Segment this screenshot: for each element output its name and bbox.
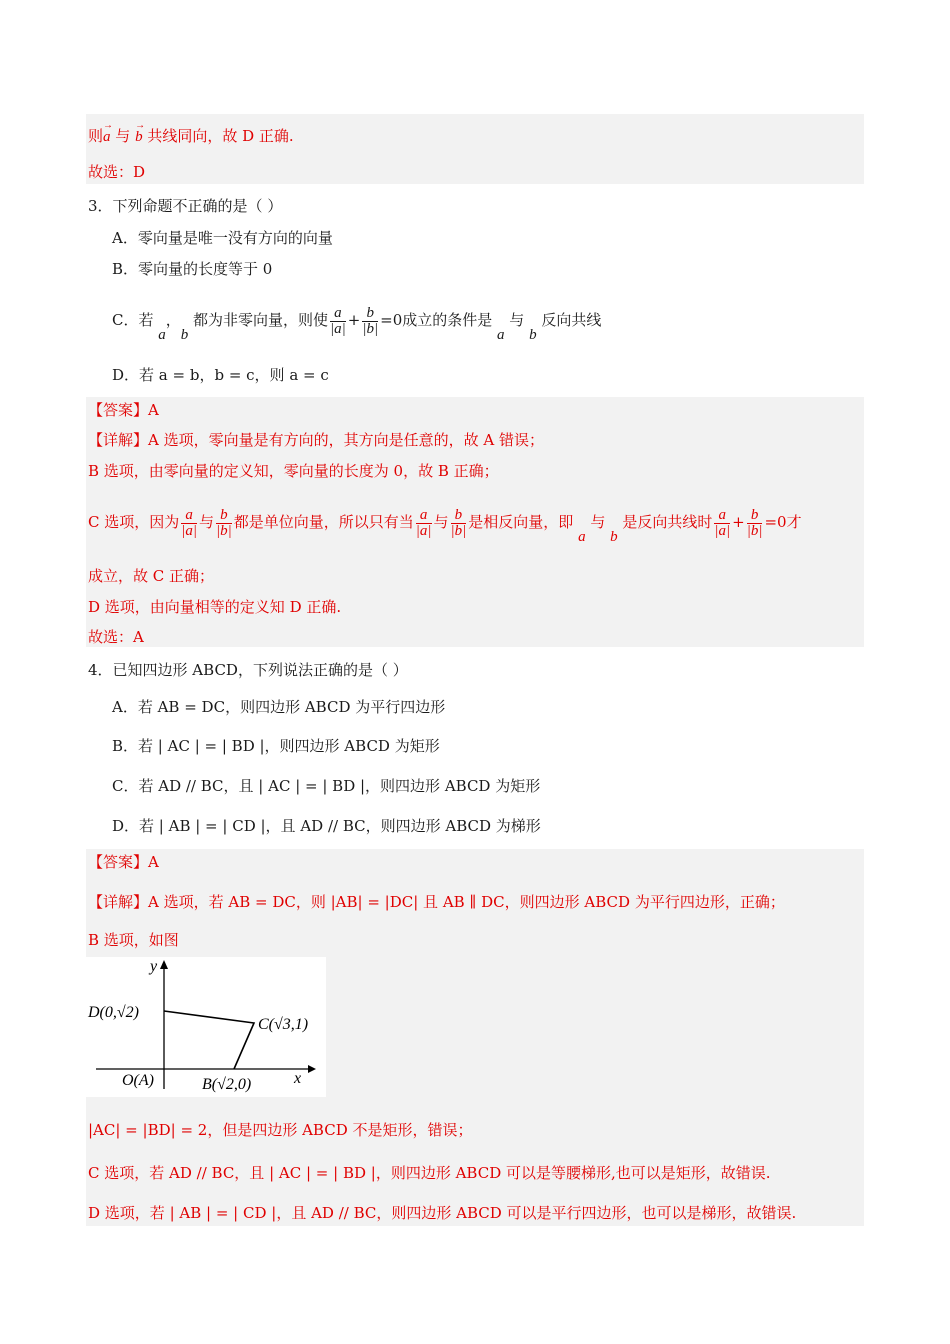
frac-num: b (220, 506, 228, 523)
text: + (732, 513, 745, 531)
point-o-label: O(A) (122, 1072, 154, 1089)
var-b: b (610, 529, 618, 545)
q4-detail-5: D 选项，若 | AB | = | CD |，且 AD // BC，则四边形 ABCD 可以是平行四边形，也可以是梯形，故错误. (88, 1204, 797, 1222)
fraction-b-over-abs-b (362, 306, 378, 337)
text: 都为非零向量，则使 (188, 311, 329, 329)
y-axis-arrow (160, 960, 168, 969)
text: C．若 (112, 311, 159, 329)
text: 与 (110, 127, 136, 145)
quadrilateral-edges (164, 1011, 254, 1069)
frac-den: |a| (415, 522, 432, 539)
fraction-b-over-abs-b (216, 508, 232, 539)
q4-stem: 4．已知四边形 ABCD，下列说法正确的是（ ） (88, 661, 408, 679)
point-c-label: C(√3,1) (258, 1016, 309, 1033)
vector-a: → a (103, 127, 111, 147)
q2-solution-line (88, 126, 294, 147)
solution-block-q2 (86, 114, 864, 184)
text: C 选项，因为 (88, 513, 180, 531)
text: 成立的条件是 (402, 311, 498, 329)
q4-option-b: B．若 | AC | = | BD |，则四边形 ABCD 为矩形 (112, 737, 440, 755)
vector-b: → b (135, 127, 143, 147)
fraction-b-over-abs-b (747, 508, 763, 539)
q4-option-d: D．若 | AB | = | CD |，且 AD // BC，则四边形 ABCD 为梯形 (112, 817, 541, 835)
text: ， (165, 311, 181, 329)
fraction-a-over-abs-a (416, 508, 432, 539)
q3-option-b: B．零向量的长度等于 0 (112, 260, 273, 278)
fraction-a-over-abs-a (181, 508, 197, 539)
q4-detail-1: 【详解】A 选项，若 AB = DC，则 |AB| = |DC| 且 AB ∥ DC，则四边形 ABCD 为平行四边形，正确； (88, 893, 785, 911)
frac-num: b (366, 304, 374, 321)
text: 与 (199, 513, 215, 531)
q3-option-d: D．若 a = b，b = c，则 a = c (112, 366, 329, 384)
text: 与 (433, 513, 449, 531)
x-axis-label: x (294, 1070, 302, 1087)
frac-den: |b| (450, 522, 467, 539)
figure-svg (86, 957, 326, 1097)
frac-num: a (185, 506, 193, 523)
text: =0 (380, 311, 403, 329)
q3-stem: 3．下列命题不正确的是（ ） (88, 197, 283, 215)
frac-num: a (419, 506, 428, 523)
text: 则 (88, 127, 104, 145)
var-a: a (578, 529, 586, 545)
text: 是反向共线时 (617, 513, 713, 531)
text: 与 (504, 311, 530, 329)
q4-detail-4: C 选项，若 AD // BC，且 | AC | = | BD |，则四边形 ABCD 可以是等腰梯形,也可以是矩形，故错误. (88, 1164, 771, 1182)
frac-den: |b| (746, 522, 763, 539)
q3-option-c (112, 300, 601, 341)
text: =0 (764, 513, 787, 531)
q4-detail-2: B 选项，如图 (88, 931, 179, 949)
frac-num: b (750, 506, 759, 523)
q3-detail-3 (88, 502, 802, 543)
frac-den: |a| (181, 522, 197, 539)
frac-num: a (718, 506, 727, 523)
var-a: a (158, 327, 166, 343)
text: 是相反向量，即 (468, 513, 579, 531)
text: 共线同向，故 D 正确. (142, 127, 294, 145)
point-b-label: B(√2,0) (202, 1076, 252, 1093)
q3-choice: 故选：A (88, 628, 144, 646)
q3-detail-1: 【详解】A 选项，零向量是有方向的，其方向是任意的，故 A 错误； (88, 431, 544, 449)
text: 与 (585, 513, 611, 531)
q3-detail-4: 成立，故 C 正确； (88, 567, 215, 585)
frac-den: |b| (362, 320, 379, 337)
q3-detail-2: B 选项，由零向量的定义知，零向量的长度为 0，故 B 正确； (88, 462, 499, 480)
x-axis-arrow (308, 1065, 316, 1073)
frac-num: b (454, 506, 463, 523)
q3-option-a: A．零向量是唯一没有方向的向量 (112, 229, 333, 247)
fraction-a-over-abs-a (714, 508, 730, 539)
text: 反向共线 (536, 311, 602, 329)
point-d-label: D(0,√2) (88, 1004, 139, 1021)
frac-den: |a| (330, 320, 346, 337)
q4-detail-3: |AC| = |BD| = 2，但是四边形 ABCD 不是矩形，错误； (88, 1121, 473, 1139)
text: 都是单位向量，所以只有当 (233, 513, 414, 531)
coordinate-figure (86, 957, 326, 1097)
text: + (347, 311, 361, 329)
frac-den: |b| (216, 522, 232, 539)
frac-den: |a| (714, 522, 731, 539)
q3-detail-5: D 选项，由向量相等的定义知 D 正确. (88, 598, 342, 616)
y-axis-label: y (150, 958, 158, 975)
q4-option-a: A．若 AB = DC，则四边形 ABCD 为平行四边形 (112, 698, 446, 716)
q4-answer: 【答案】A (88, 853, 159, 871)
q4-option-c: C．若 AD // BC，且 | AC | = | BD |，则四边形 ABCD 为矩形 (112, 777, 541, 795)
fraction-a-over-abs-a (330, 306, 346, 337)
var-a: a (497, 327, 505, 343)
fraction-b-over-abs-b (451, 508, 467, 539)
q3-answer: 【答案】A (88, 401, 159, 419)
var-b: b (180, 327, 189, 343)
text: 才 (786, 513, 802, 531)
var-b: b (529, 327, 537, 343)
q2-choice: 故选：D (88, 163, 146, 181)
frac-num: a (334, 304, 342, 321)
